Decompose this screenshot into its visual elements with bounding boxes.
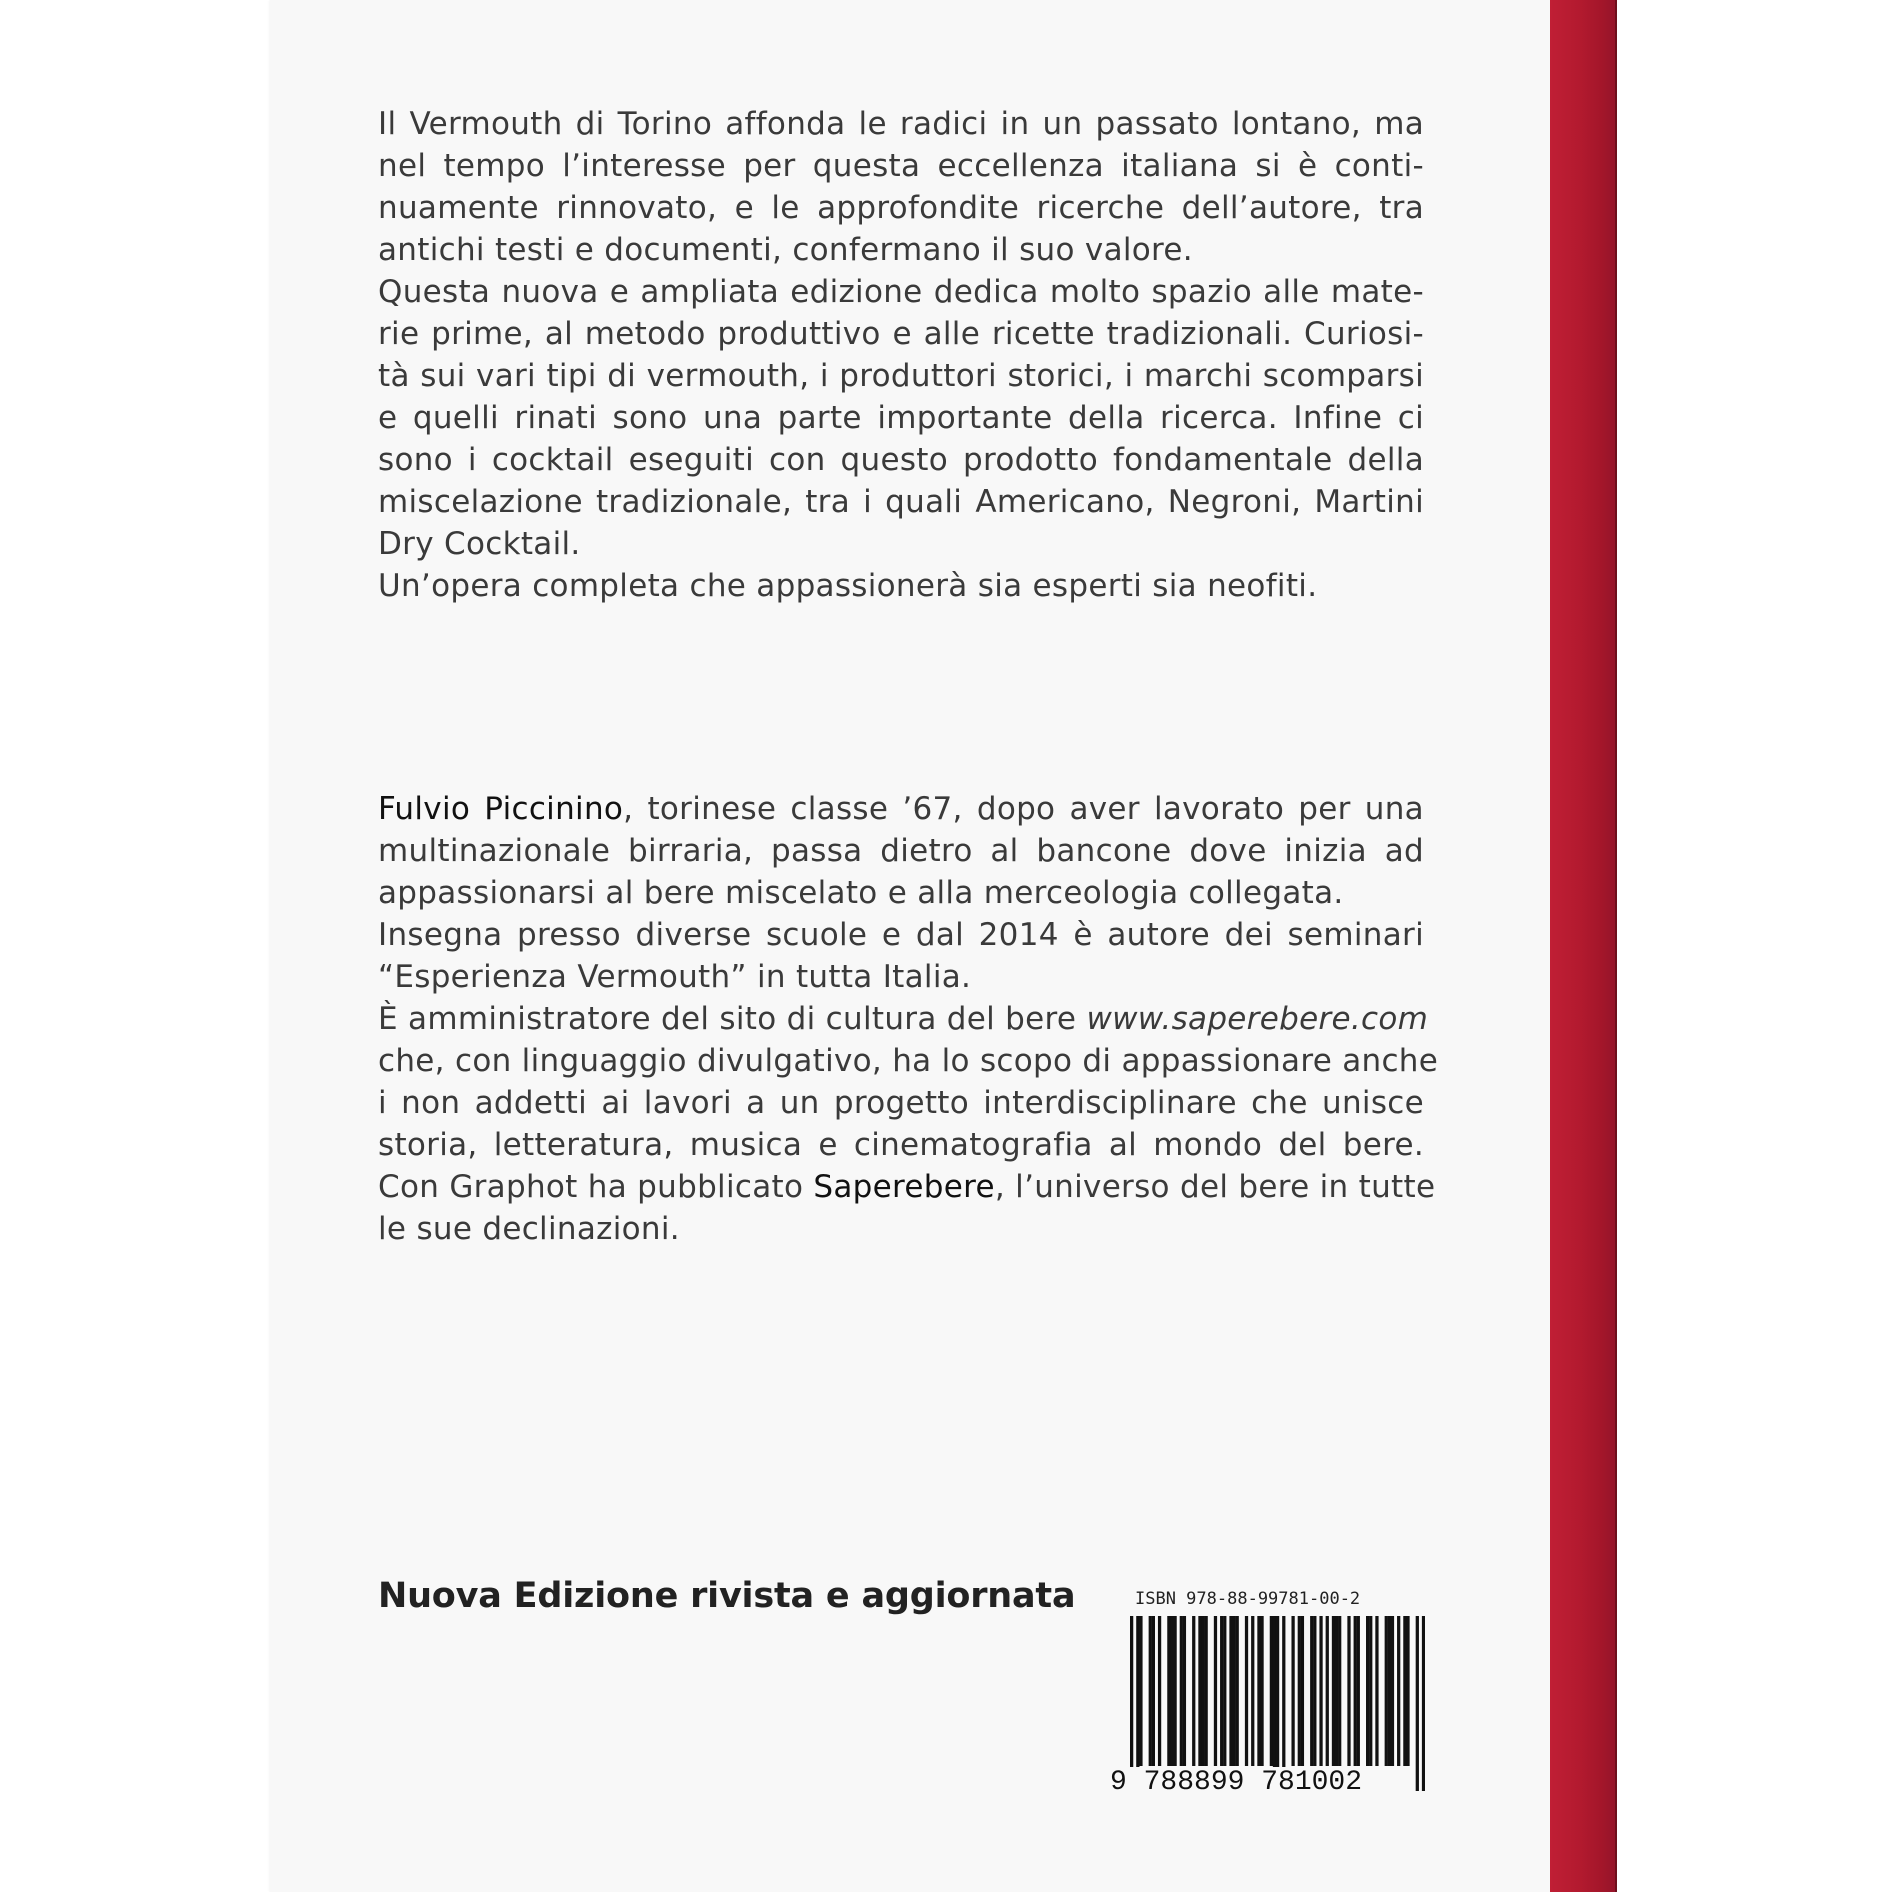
bio-line: Insegna presso diverse scuole e dal 2014 è autore dei seminari (378, 917, 1424, 953)
bio-line: che, con linguaggio divulgativo, ha lo scopo di appassionare anche (378, 1043, 1439, 1079)
description-line: Un’opera completa che appassionerà sia esperti sia neofiti. (378, 568, 1318, 604)
description-line: e quelli rinati sono una parte importante della ricerca. Infine ci (378, 400, 1424, 436)
description-line: nuamente rinnovato, e le approfondite ricerche dell’autore, tra (378, 190, 1424, 226)
bio-line (378, 788, 1424, 830)
barcode-digits: 9 788899 781002 (1110, 1767, 1363, 1798)
description-line: nel tempo l’interesse per questa eccellenza italiana si è conti- (378, 148, 1424, 184)
edition-note: Nuova Edizione rivista e aggiornata (378, 1576, 1076, 1616)
description-line: miscelazione tradizionale, tra i quali Americano, Negroni, Martini (378, 484, 1424, 520)
bio-line (378, 1166, 1436, 1208)
bio-line: “Esperienza Vermouth” in tutta Italia. (378, 959, 972, 995)
website-url: www.saperebere.com (1086, 1001, 1429, 1037)
description-line: sono i cocktail eseguiti con questo prodotto fondamentale della (378, 442, 1424, 478)
description-line: Questa nuova e ampliata edizione dedica molto spazio alle mate- (378, 274, 1424, 310)
bio-line: storia, letteratura, musica e cinematografia al mondo del bere. (378, 1127, 1424, 1163)
book-description (378, 103, 1424, 607)
bio-line: multinazionale birraria, passa dietro al bancone dove inizia ad (378, 833, 1424, 869)
book-spine (1550, 0, 1615, 1892)
bio-text: Con Graphot ha pubblicato (378, 1169, 814, 1205)
bio-line (378, 998, 1429, 1040)
description-line: Il Vermouth di Torino affonda le radici in un passato lontano, ma (378, 106, 1424, 142)
barcode-icon (1130, 1616, 1425, 1791)
description-line: rie prime, al metodo produttivo e alle ricette tradizionali. Curiosi- (378, 316, 1424, 352)
bio-text: , torinese classe ’67, dopo aver lavorato per una (623, 791, 1424, 827)
description-line: antichi testi e documenti, confermano il suo valore. (378, 232, 1193, 268)
bio-text: È amministratore del sito di cultura del bere (378, 1001, 1087, 1037)
bio-line: le sue declinazioni. (378, 1211, 680, 1247)
description-line: tà sui vari tipi di vermouth, i produttori storici, i marchi scomparsi (378, 358, 1424, 394)
description-line: Dry Cocktail. (378, 526, 581, 562)
author-name: Fulvio Piccinino (378, 791, 624, 827)
isbn-label: ISBN 978-88-99781-00-2 (1135, 1589, 1361, 1609)
bio-line: i non addetti ai lavori a un progetto interdisciplinare che unisce (378, 1085, 1424, 1121)
spine-edge (1615, 0, 1617, 1892)
author-bio (378, 788, 1439, 1250)
bio-text: , l’universo del bere in tutte (994, 1169, 1436, 1205)
book-title-reference: Saperebere (813, 1169, 995, 1205)
bio-line: appassionarsi al bere miscelato e alla merceologia collegata. (378, 875, 1344, 911)
